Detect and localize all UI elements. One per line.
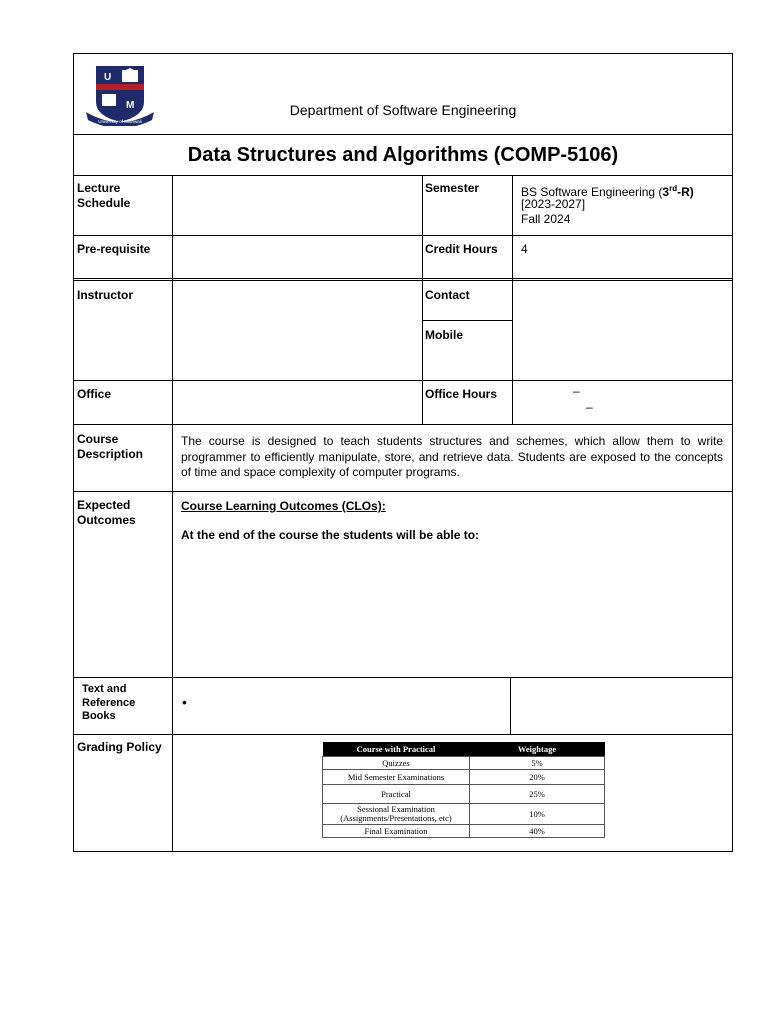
expected-outcomes-label: Expected Outcomes bbox=[77, 498, 136, 527]
semester-term: Fall 2024 bbox=[521, 212, 571, 226]
credit-hours-value: 4 bbox=[521, 242, 528, 256]
semester-label: Semester bbox=[425, 181, 480, 195]
grading-policy-label: Grading Policy bbox=[77, 740, 162, 754]
svg-text:U: U bbox=[104, 72, 112, 83]
table-row: Sessional Examination (Assignments/Presentations, etc) 10% bbox=[323, 804, 605, 825]
office-label: Office bbox=[77, 387, 112, 401]
mobile-label: Mobile bbox=[425, 328, 463, 342]
office-hours-dash-1: – bbox=[573, 384, 580, 398]
clo-intro: At the end of the course the students will be able to: bbox=[181, 528, 480, 542]
table-row: Mid Semester Examinations 20% bbox=[323, 770, 605, 785]
lecture-schedule-label: Lecture Schedule bbox=[77, 181, 131, 210]
svg-text:M: M bbox=[126, 100, 135, 111]
course-description-label: Course Description bbox=[77, 432, 144, 461]
instructor-label: Instructor bbox=[77, 288, 134, 302]
office-hours-label: Office Hours bbox=[425, 387, 498, 401]
semester-program: BS Software Engineering (3rd-R) bbox=[521, 184, 694, 199]
clo-heading: Course Learning Outcomes (CLOs): bbox=[181, 499, 386, 513]
course-title: Data Structures and Algorithms (COMP-5106) bbox=[187, 144, 619, 166]
table-row: Practical 25% bbox=[323, 785, 605, 804]
office-hours-dash-2: – bbox=[586, 400, 593, 414]
prerequisite-label: Pre-requisite bbox=[77, 242, 151, 256]
credit-hours-label: Credit Hours bbox=[425, 242, 498, 256]
grading-header-course: Course with Practical bbox=[323, 742, 470, 757]
contact-label: Contact bbox=[425, 288, 470, 302]
grading-header-weightage: Weightage bbox=[470, 742, 605, 757]
course-outline-document bbox=[73, 53, 733, 852]
books-label: Text and Reference Books bbox=[82, 683, 136, 722]
semester-years: [2023-2027] bbox=[521, 197, 586, 211]
books-bullet: • bbox=[182, 694, 187, 710]
department-name: Department of Software Engineering bbox=[289, 102, 517, 118]
svg-text:University of Mianwali: University of Mianwali bbox=[98, 119, 142, 124]
table-row: Final Examination 40% bbox=[323, 825, 605, 838]
course-description-text: The course is designed to teach students structures and schemes, which allow them to write programmer to efficiently manipulate, store, and retrieve data. Students are exposed to the concepts of time and space complexity of computer programs. bbox=[181, 434, 723, 479]
grading-table bbox=[322, 742, 605, 838]
table-row: Quizzes 5% bbox=[323, 757, 605, 770]
